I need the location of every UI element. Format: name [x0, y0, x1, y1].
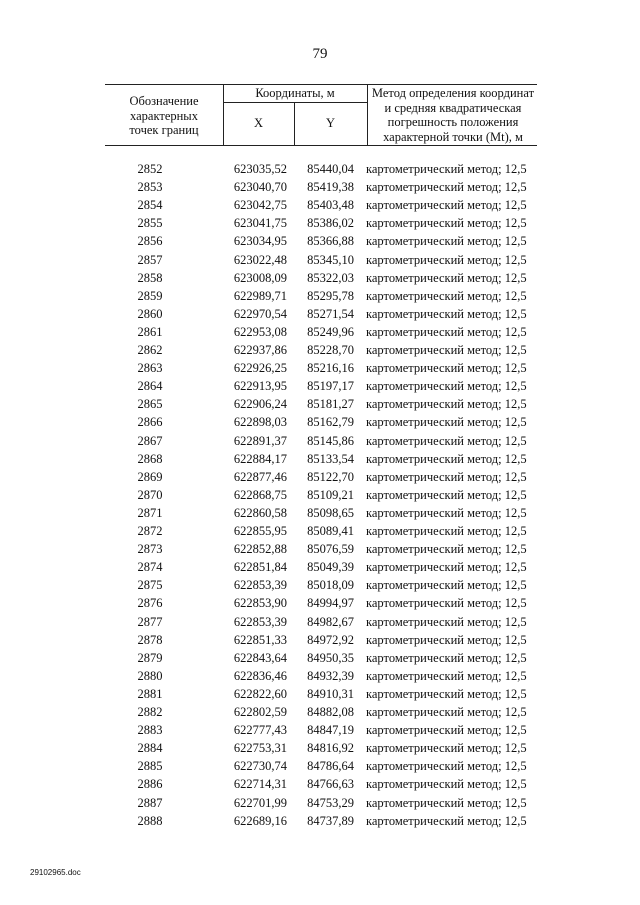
table-row	[0, 377, 640, 395]
coord-y: 85322,03	[307, 270, 354, 285]
header-x: X	[253, 116, 264, 130]
header-y: Y	[325, 116, 336, 130]
table-row	[0, 468, 640, 486]
coord-x: 622926,25	[233, 361, 287, 376]
table-row	[0, 450, 640, 468]
point-number: 2867	[137, 433, 163, 448]
point-number: 2881	[137, 686, 163, 701]
table-row	[0, 775, 640, 793]
point-number: 2862	[137, 343, 163, 357]
table-row	[0, 576, 640, 594]
coord-y: 84972,92	[307, 632, 354, 647]
point-number: 2864	[137, 379, 163, 394]
coord-x: 622853,39	[233, 578, 287, 593]
method-cell: картометрический метод; 12,5	[366, 361, 527, 376]
point-number: 2865	[137, 397, 163, 412]
point-number: 2886	[137, 777, 163, 792]
table-row	[0, 649, 640, 667]
coord-x: 623008,09	[233, 270, 287, 285]
point-number: 2856	[137, 234, 163, 249]
method-cell: картометрический метод; 12,5	[366, 343, 527, 357]
table-row	[0, 269, 640, 287]
coord-y: 85089,41	[307, 524, 354, 538]
coord-y: 85440,04	[307, 162, 354, 176]
coord-y: 84910,31	[307, 686, 354, 701]
method-cell: картометрический метод; 12,5	[366, 741, 527, 756]
coord-y: 85049,39	[307, 560, 354, 575]
coord-x: 622851,33	[233, 632, 287, 647]
table-row	[0, 413, 640, 431]
table-row	[0, 757, 640, 775]
header-method: Метод определения координат и средняя квадратическая погрешность положения характерной точки (Mt), м	[371, 86, 535, 144]
coord-y: 85098,65	[307, 505, 354, 520]
point-number: 2855	[137, 216, 163, 231]
coord-y: 85197,17	[307, 379, 354, 394]
table-row	[0, 341, 640, 359]
coord-x: 622906,24	[233, 397, 287, 412]
method-cell: картометрический метод; 12,5	[366, 705, 527, 719]
coord-y: 84950,35	[307, 650, 354, 665]
point-number: 2885	[137, 759, 163, 774]
method-cell: картометрический метод; 12,5	[366, 795, 527, 810]
coord-x: 622852,88	[233, 542, 287, 557]
point-number: 2887	[137, 795, 163, 810]
coord-y: 84737,89	[307, 813, 354, 828]
coord-x: 623041,75	[233, 216, 287, 231]
table-row	[0, 794, 640, 812]
coord-y: 85228,70	[307, 343, 354, 357]
coord-x: 622953,08	[233, 324, 287, 339]
table-row	[0, 667, 640, 685]
method-cell: картометрический метод; 12,5	[366, 723, 527, 738]
method-cell: картометрический метод; 12,5	[366, 433, 527, 448]
footer-filename: 29102965.doc	[30, 868, 81, 877]
coord-y: 84932,39	[307, 668, 354, 683]
method-cell: картометрический метод; 12,5	[366, 686, 527, 701]
coord-x: 622855,95	[233, 524, 287, 538]
point-number: 2883	[137, 723, 163, 738]
method-cell: картометрический метод; 12,5	[366, 234, 527, 249]
coord-y: 84753,29	[307, 795, 354, 810]
method-cell: картометрический метод; 12,5	[366, 397, 527, 412]
point-number: 2878	[137, 632, 163, 647]
header-coordinates: Координаты, м	[255, 86, 335, 100]
method-cell: картометрический метод; 12,5	[366, 650, 527, 665]
point-number: 2869	[137, 469, 163, 484]
coord-x: 622913,95	[233, 379, 287, 394]
point-number: 2874	[137, 560, 163, 575]
method-cell: картометрический метод; 12,5	[366, 469, 527, 484]
coord-x: 622730,74	[233, 759, 287, 774]
method-cell: картометрический метод; 12,5	[366, 614, 527, 629]
point-number: 2866	[137, 415, 163, 430]
coord-y: 85295,78	[307, 288, 354, 303]
method-cell: картометрический метод; 12,5	[366, 777, 527, 792]
point-number: 2860	[137, 306, 163, 321]
coord-y: 85271,54	[307, 306, 354, 321]
method-cell: картометрический метод; 12,5	[366, 632, 527, 647]
method-cell: картометрический метод; 12,5	[366, 216, 527, 231]
point-number: 2859	[137, 288, 163, 303]
coord-x: 623035,52	[233, 162, 287, 176]
table-header	[105, 84, 537, 146]
coord-y: 84816,92	[307, 741, 354, 756]
coords-divider-rule	[223, 102, 367, 103]
table-row	[0, 703, 640, 721]
table-row	[0, 359, 640, 377]
coord-y: 85345,10	[307, 252, 354, 267]
table-row	[0, 631, 640, 649]
table-row	[0, 432, 640, 450]
point-number: 2854	[137, 198, 163, 213]
point-number: 2880	[137, 668, 163, 683]
coord-y: 84847,19	[307, 723, 354, 738]
point-number: 2871	[137, 505, 163, 520]
coord-y: 84786,64	[307, 759, 354, 774]
coord-y: 85076,59	[307, 542, 354, 557]
coord-y: 84994,97	[307, 596, 354, 611]
table-row	[0, 522, 640, 540]
method-cell: картометрический метод; 12,5	[366, 162, 527, 176]
coord-x: 623034,95	[233, 234, 287, 249]
point-number: 2875	[137, 578, 163, 593]
method-cell: картометрический метод; 12,5	[366, 596, 527, 611]
coord-y: 85366,88	[307, 234, 354, 249]
point-number: 2884	[137, 741, 163, 756]
coord-y: 85162,79	[307, 415, 354, 430]
header-bottom-rule	[105, 145, 537, 146]
point-number: 2863	[137, 361, 163, 376]
method-cell: картометрический метод; 12,5	[366, 180, 527, 195]
table-row	[0, 251, 640, 269]
coord-x: 622836,46	[233, 668, 287, 683]
coord-x: 622891,37	[233, 433, 287, 448]
method-cell: картометрический метод; 12,5	[366, 306, 527, 321]
coord-x: 622843,64	[233, 650, 287, 665]
method-cell: картометрический метод; 12,5	[366, 324, 527, 339]
table-row	[0, 395, 640, 413]
table-row	[0, 323, 640, 341]
header-point-designation: Обозначение характерных точек границ	[129, 94, 199, 137]
page-number: 79	[312, 46, 328, 62]
method-cell: картометрический метод; 12,5	[366, 505, 527, 520]
table-row	[0, 594, 640, 612]
table-row	[0, 287, 640, 305]
point-number: 2873	[137, 542, 163, 557]
table-row	[0, 685, 640, 703]
table-row	[0, 305, 640, 323]
point-number: 2879	[137, 650, 163, 665]
point-number: 2882	[137, 705, 163, 719]
coord-x: 622753,31	[233, 741, 287, 756]
coord-y: 85181,27	[307, 397, 354, 412]
coord-x: 622851,84	[233, 560, 287, 575]
coord-x: 622689,16	[233, 813, 287, 828]
coord-x: 622884,17	[233, 451, 287, 466]
coord-x: 622877,46	[233, 469, 287, 484]
table-row	[0, 558, 640, 576]
coord-x: 622868,75	[233, 487, 287, 502]
table-row	[0, 160, 640, 178]
coord-x: 623040,70	[233, 180, 287, 195]
method-cell: картометрический метод; 12,5	[366, 288, 527, 303]
point-number: 2857	[137, 252, 163, 267]
method-cell: картометрический метод; 12,5	[366, 415, 527, 430]
table-row	[0, 613, 640, 631]
coord-x: 622970,54	[233, 306, 287, 321]
method-cell: картометрический метод; 12,5	[366, 813, 527, 828]
coord-x: 622989,71	[233, 288, 287, 303]
method-cell: картометрический метод; 12,5	[366, 487, 527, 502]
method-cell: картометрический метод; 12,5	[366, 524, 527, 538]
point-number: 2852	[137, 162, 163, 176]
coord-y: 85386,02	[307, 216, 354, 231]
coord-y: 85419,38	[307, 180, 354, 195]
table-row	[0, 504, 640, 522]
method-cell: картометрический метод; 12,5	[366, 560, 527, 575]
point-number: 2872	[137, 524, 163, 538]
coord-y: 84982,67	[307, 614, 354, 629]
method-cell: картометрический метод; 12,5	[366, 379, 527, 394]
coord-y: 85216,16	[307, 361, 354, 376]
table-row	[0, 178, 640, 196]
coord-x: 622802,59	[233, 705, 287, 719]
method-cell: картометрический метод; 12,5	[366, 270, 527, 285]
method-cell: картометрический метод; 12,5	[366, 198, 527, 213]
coord-y: 85109,21	[307, 487, 354, 502]
coord-y: 85145,86	[307, 433, 354, 448]
coord-x: 622860,58	[233, 505, 287, 520]
coord-x: 622777,43	[233, 723, 287, 738]
header-top-rule	[105, 84, 537, 85]
coord-x: 623042,75	[233, 198, 287, 213]
point-number: 2870	[137, 487, 163, 502]
point-number: 2853	[137, 180, 163, 195]
table-row	[0, 812, 640, 830]
coord-y: 85403,48	[307, 198, 354, 213]
coord-y: 85249,96	[307, 324, 354, 339]
point-number: 2877	[137, 614, 163, 629]
coord-y: 85018,09	[307, 578, 354, 593]
coord-x: 622822,60	[233, 686, 287, 701]
table-row	[0, 196, 640, 214]
method-cell: картометрический метод; 12,5	[366, 668, 527, 683]
coord-y: 84882,08	[307, 705, 354, 719]
coord-y: 84766,63	[307, 777, 354, 792]
method-cell: картометрический метод; 12,5	[366, 252, 527, 267]
point-number: 2888	[137, 813, 163, 828]
coord-y: 85122,70	[307, 469, 354, 484]
table-row	[0, 739, 640, 757]
point-number: 2861	[137, 324, 163, 339]
point-number: 2858	[137, 270, 163, 285]
table-row	[0, 721, 640, 739]
method-cell: картометрический метод; 12,5	[366, 451, 527, 466]
table-row	[0, 486, 640, 504]
method-cell: картометрический метод; 12,5	[366, 542, 527, 557]
coord-x: 622898,03	[233, 415, 287, 430]
method-cell: картометрический метод; 12,5	[366, 578, 527, 593]
point-number: 2868	[137, 451, 163, 466]
method-cell: картометрический метод; 12,5	[366, 759, 527, 774]
table-row	[0, 540, 640, 558]
coord-x: 622701,99	[233, 795, 287, 810]
coord-y: 85133,54	[307, 451, 354, 466]
coord-x: 622937,86	[233, 343, 287, 357]
coord-x: 623022,48	[233, 252, 287, 267]
point-number: 2876	[137, 596, 163, 611]
coord-x: 622853,39	[233, 614, 287, 629]
table-row	[0, 214, 640, 232]
header-vline-3	[367, 84, 368, 146]
coord-x: 622714,31	[233, 777, 287, 792]
coord-x: 622853,90	[233, 596, 287, 611]
table-row	[0, 232, 640, 250]
